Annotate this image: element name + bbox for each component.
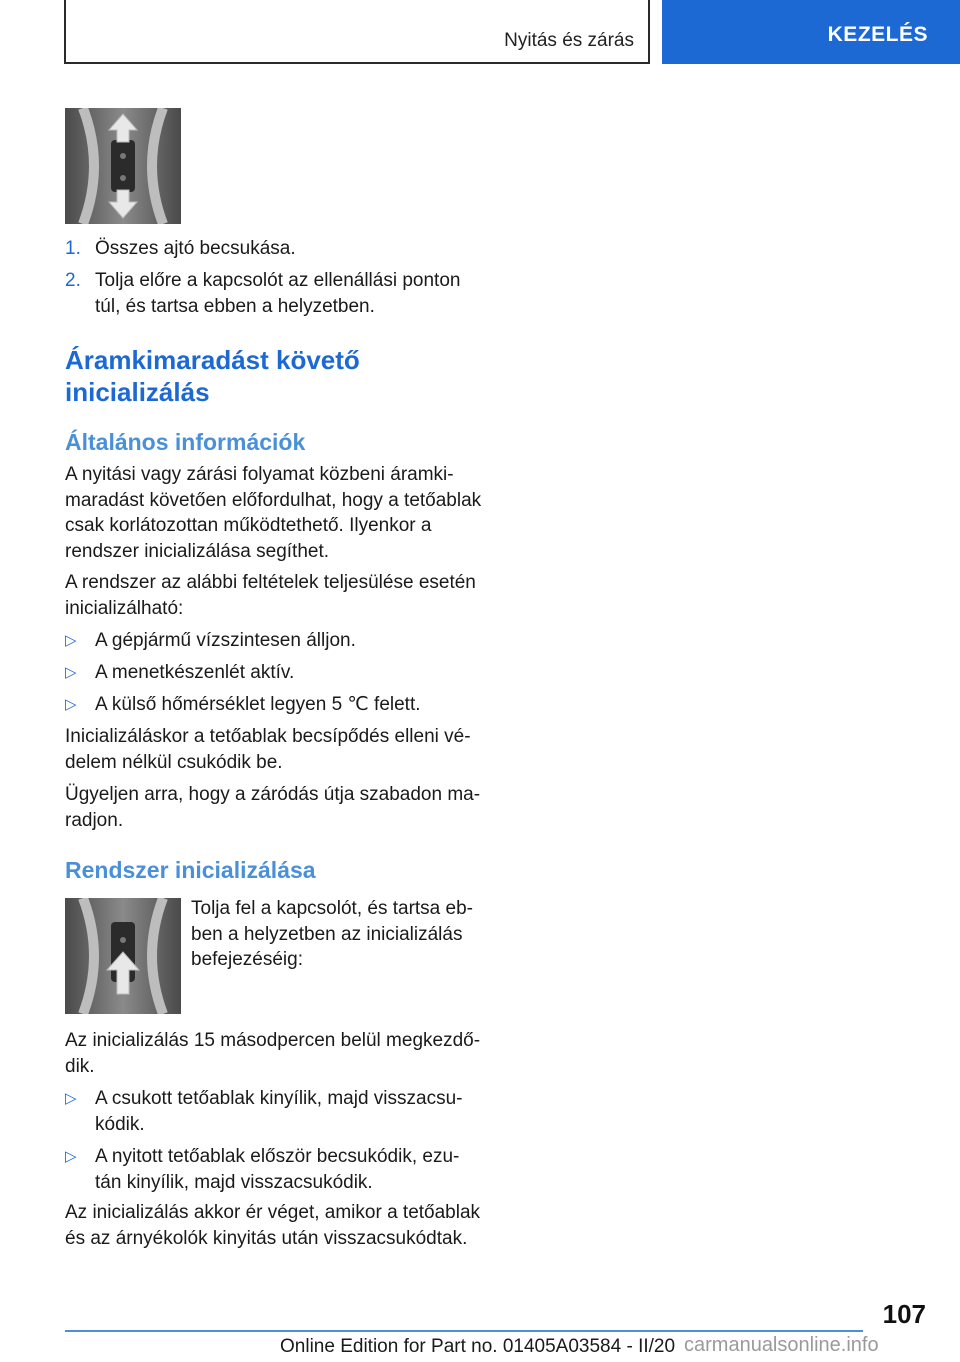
step-number: 2. xyxy=(65,270,81,291)
subsection-heading-general: Általános információk xyxy=(65,429,306,455)
step-text: Összes ajtó becsukása. xyxy=(95,238,296,259)
general-paragraph-2: A rendszer az alábbi feltételek teljesülése esetén inicializálható: xyxy=(65,572,476,619)
header-chapter-tab[interactable] xyxy=(662,0,960,64)
init-paragraph-2: Az inicializálás akkor ér véget, amikor a tetőablak és az árnyékolók kinyitás után visszacsukódtak. xyxy=(65,1202,481,1249)
footer-divider xyxy=(65,1330,863,1332)
section-heading: Áramkimaradást követő inicializálás xyxy=(65,345,360,407)
step-number: 1. xyxy=(65,238,81,259)
bullet-triangle-icon: ▷ xyxy=(65,664,77,681)
step-2 xyxy=(65,268,485,319)
header-chapter-label: KEZELÉS xyxy=(827,23,928,46)
condition-text: A gépjármű vízszintesen álljon. xyxy=(95,630,356,651)
step-1 xyxy=(65,236,485,262)
init-result-text: A nyitott tetőablak először becsukódik, ezu-tán kinyílik, majd visszacsukódik. xyxy=(95,1146,460,1193)
bullet-triangle-icon: ▷ xyxy=(65,1090,77,1107)
condition-item xyxy=(65,660,485,686)
init-result-text: A csukott tetőablak kinyílik, majd visszacsu-kódik. xyxy=(95,1088,463,1135)
condition-item xyxy=(65,628,485,654)
general-paragraph-4: Ügyeljen arra, hogy a záródás útja szabadon ma-radjon. xyxy=(65,784,481,831)
init-result-item xyxy=(65,1086,485,1137)
init-instruction: Tolja fel a kapcsolót, és tartsa eb-ben a helyzetben az inicializálás befejezéséig: xyxy=(191,898,473,970)
bullet-triangle-icon: ▷ xyxy=(65,1148,77,1165)
condition-text: A menetkészenlét aktív. xyxy=(95,662,295,683)
footer-edition: Online Edition for Part no. 01405A03584 - II/20 xyxy=(280,1336,676,1357)
bullet-triangle-icon: ▷ xyxy=(65,632,77,649)
header-section-box xyxy=(64,0,650,64)
page-number: 107 xyxy=(882,1299,926,1329)
general-paragraph-3: Inicializáláskor a tetőablak becsípődés elleni vé-delem nélkül csukódik be. xyxy=(65,726,471,773)
subsection-heading-init: Rendszer inicializálása xyxy=(65,857,316,883)
init-result-item xyxy=(65,1144,485,1195)
init-paragraph-1: Az inicializálás 15 másodpercen belül megkezdő-dik. xyxy=(65,1030,481,1077)
watermark: carmanualsonline.info xyxy=(684,1334,879,1356)
condition-text: A külső hőmérséklet legyen 5 ℃ felett. xyxy=(95,694,421,715)
general-paragraph-1: A nyitási vagy zárási folyamat közbeni áramki-maradást követően előfordulhat, hogy a tetőablak csak korlátozottan működtethető. Ilyenkor a rendszer inicializálása segíthet. xyxy=(65,464,482,562)
condition-item xyxy=(65,692,485,718)
switch-up-illustration xyxy=(65,898,181,1014)
header-section-title: Nyitás és zárás xyxy=(504,30,634,51)
switch-forward-illustration xyxy=(65,108,181,224)
bullet-triangle-icon: ▷ xyxy=(65,696,77,713)
step-text: Tolja előre a kapcsolót az ellenállási ponton túl, és tartsa ebben a helyzetben. xyxy=(95,270,461,317)
